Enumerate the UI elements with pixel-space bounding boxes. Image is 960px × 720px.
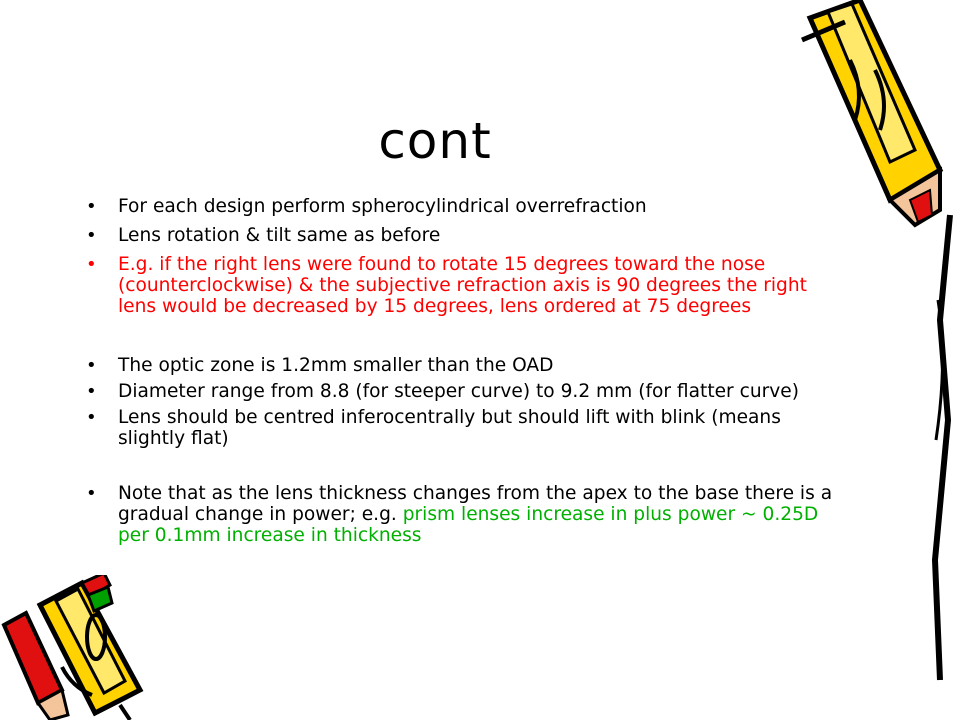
bullet-item-example	[86, 254, 846, 317]
bullet-text: E.g. if the right lens were found to rotate 15 degrees toward the nose (counterclockwise) & the subjective refraction axis is 90 degrees the right lens would be decreased by 15 degrees, lens ordered at 75 degrees	[118, 254, 807, 317]
bullet-list	[86, 196, 846, 546]
bullet-text: The optic zone is 1.2mm smaller than the OAD	[118, 355, 554, 376]
bullet-text-highlight: prism lenses increase in plus power ~ 0.25D per 0.1mm increase in thickness	[118, 504, 819, 546]
bullet-item	[86, 225, 846, 246]
bullet-item	[86, 381, 846, 402]
pencil-clipart-bottom-left	[0, 575, 150, 720]
bullet-text: Lens rotation & tilt same as before	[118, 225, 441, 246]
slide-title: cont	[378, 112, 492, 170]
bullet-text: Diameter range from 8.8 (for steeper curve) to 9.2 mm (for flatter curve)	[118, 381, 799, 402]
bullet-item	[86, 355, 846, 376]
bullet-item	[86, 407, 846, 449]
bullet-text: Lens should be centred inferocentrally but should lift with blink (means slightly flat)	[118, 407, 781, 449]
bullet-text: Note that as the lens thickness changes from the apex to the base there is a gradual change in power; e.g.	[118, 483, 833, 525]
bullet-item-note	[86, 483, 846, 546]
bullet-text: For each design perform spherocylindrical overrefraction	[118, 196, 647, 217]
bullet-item	[86, 196, 846, 217]
